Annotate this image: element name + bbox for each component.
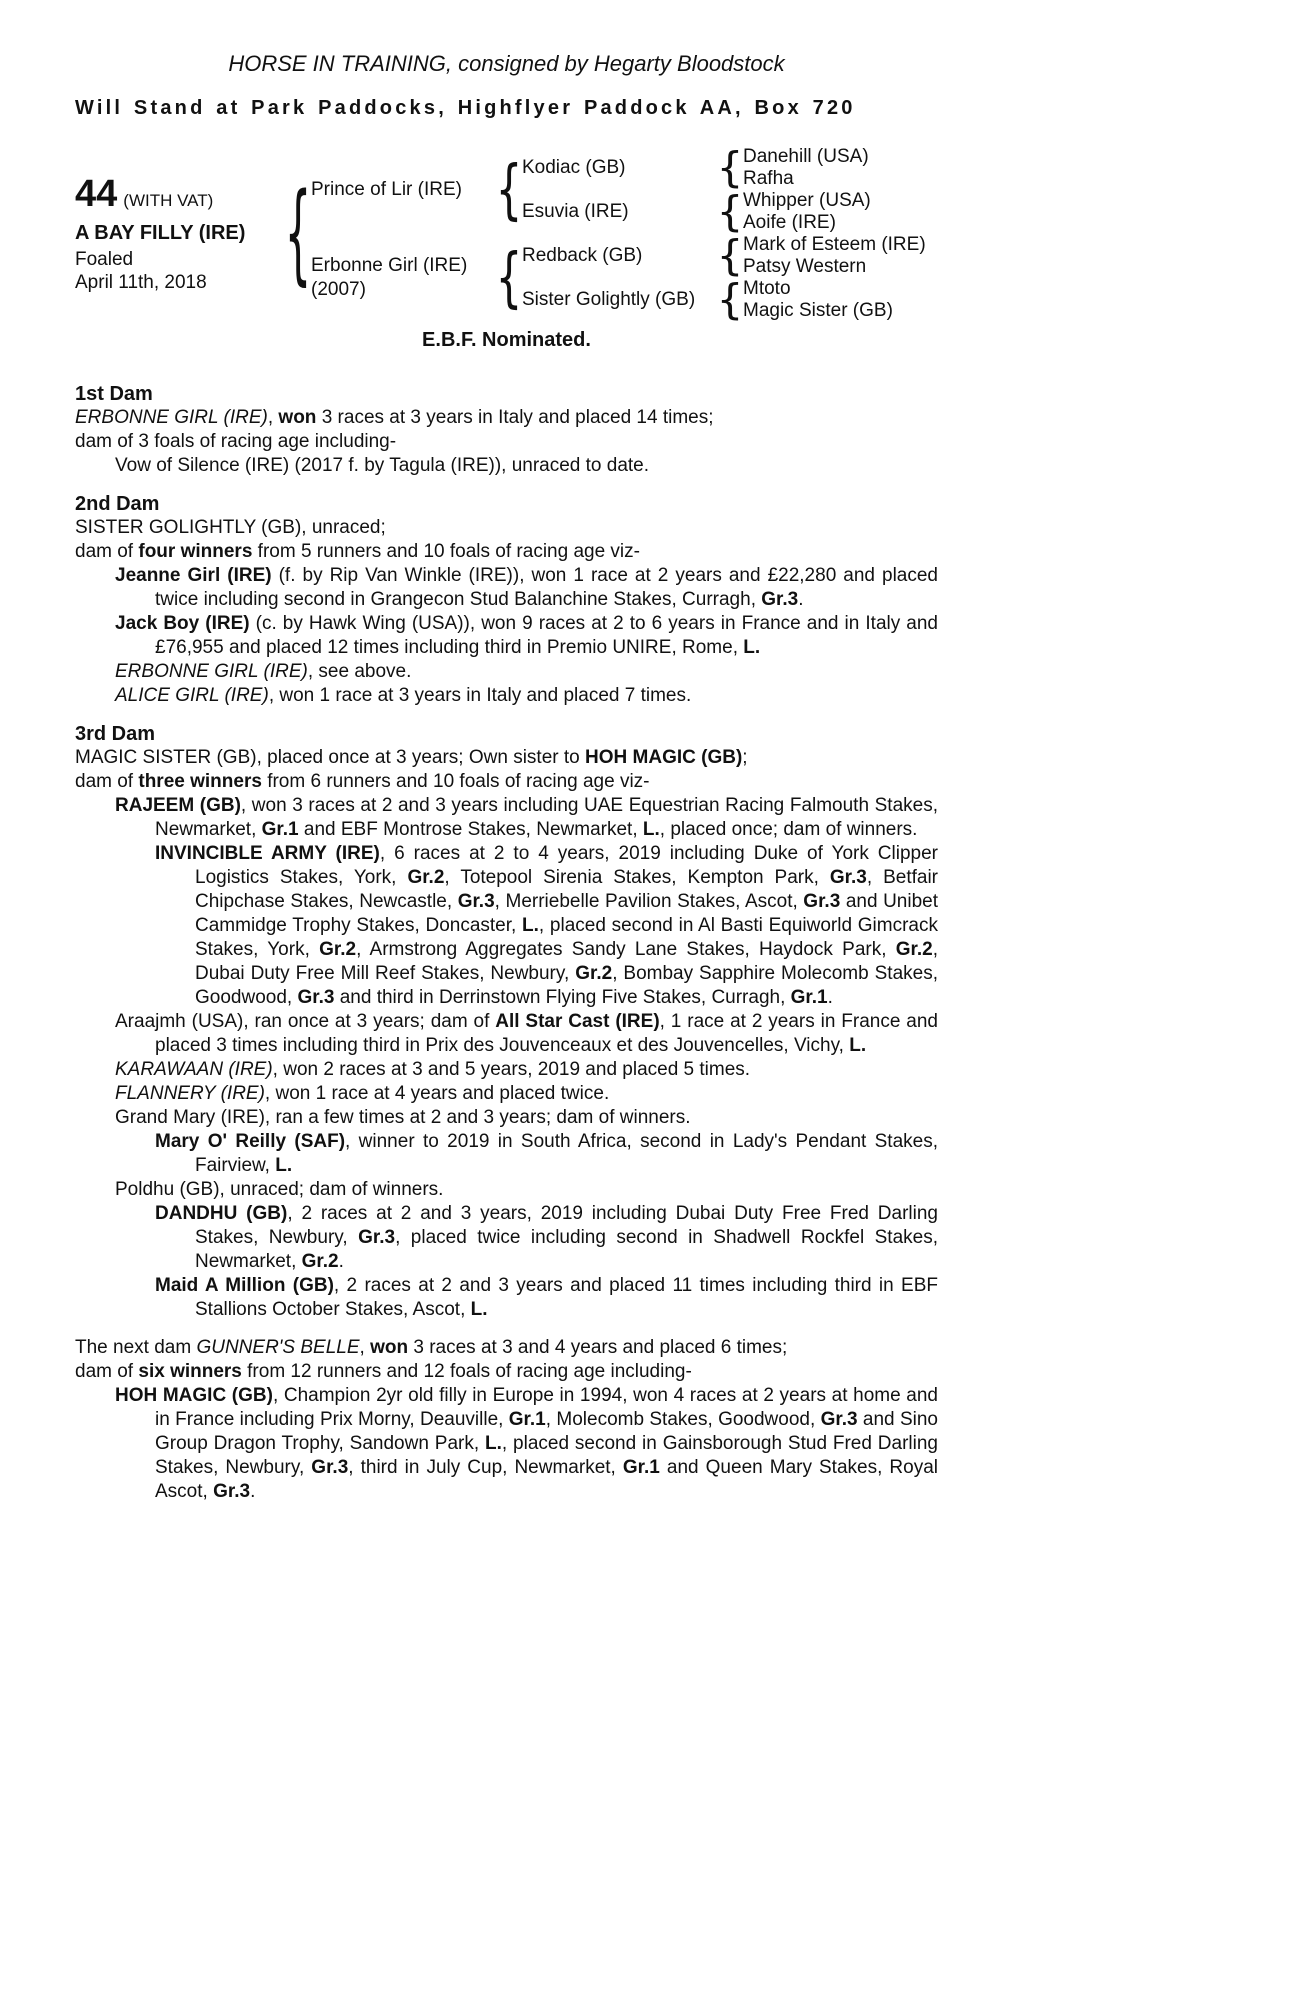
- brace-icon: {: [716, 187, 744, 236]
- catalog-paragraph: [75, 516, 938, 540]
- emphasis-text: Gr.3: [829, 867, 867, 888]
- lot-number: 44: [75, 172, 118, 215]
- dam-family: [311, 231, 926, 324]
- emphasis-text: Gr.1: [622, 1457, 660, 1478]
- dam-brace: [495, 239, 523, 316]
- plain-text: and Queen Mary Stakes, Royal Ascot,: [155, 1457, 938, 1502]
- plain-text: from 12 runners and 12 foals of racing age including-: [241, 1361, 692, 1382]
- catalog-paragraph: [155, 1130, 938, 1178]
- emphasis-text: L.: [849, 1035, 867, 1056]
- emphasis-text: DANDHU (GB): [155, 1203, 288, 1224]
- emphasis-text: six winners: [138, 1361, 242, 1382]
- emphasis-text: L.: [275, 1155, 293, 1176]
- horse-name: A BAY FILLY (IRE): [75, 221, 246, 244]
- plain-text: .: [338, 1251, 344, 1272]
- emphasis-text: Maid A Million (GB): [155, 1275, 334, 1296]
- catalog-paragraph: [75, 540, 938, 564]
- plain-text: , won 1 race at 3 years in Italy and placed 7 times.: [268, 685, 692, 706]
- emphasis-text: won: [370, 1337, 409, 1358]
- pedigree-section: [75, 1336, 938, 1504]
- plain-text: Araajmh (USA), ran once at 3 years; dam of: [115, 1011, 496, 1032]
- catalog-paragraph: [115, 1384, 939, 1504]
- brace-icon: {: [716, 231, 744, 280]
- catalog-paragraph: [115, 1178, 938, 1202]
- emphasis-text: Gr.1: [261, 819, 299, 840]
- great-granddam: Patsy Western: [743, 256, 867, 277]
- plain-text: dam of: [75, 541, 139, 562]
- pedigree-parents: [311, 143, 926, 324]
- brace-icon: {: [495, 151, 523, 228]
- emphasis-text: ERBONNE GIRL (IRE): [115, 661, 308, 682]
- plain-text: and EBF Montrose Stakes, Newmarket,: [298, 819, 643, 840]
- foaled-label: Foaled: [75, 248, 134, 270]
- emphasis-text: KARAWAAN (IRE): [115, 1059, 273, 1080]
- emphasis-text: All Star Cast (IRE): [495, 1011, 660, 1032]
- dam-sire-brace: [716, 231, 744, 280]
- plain-text: , placed twice including second in Shadwell Rockfel Stakes, Newmarket,: [195, 1227, 938, 1272]
- great-grandsire: Whipper (USA): [743, 190, 871, 211]
- emphasis-text: Gr.2: [319, 939, 357, 960]
- emphasis-text: Gr.3: [358, 1227, 396, 1248]
- plain-text: ,: [359, 1337, 371, 1358]
- emphasis-text: Gr.1: [508, 1409, 546, 1430]
- dam-sire-row: [522, 231, 926, 280]
- catalog-paragraph: [115, 660, 938, 684]
- brace-icon: {: [284, 169, 312, 297]
- plain-text: Vow of Silence (IRE) (2017 f. by Tagula (IRE)), unraced to date.: [115, 455, 650, 476]
- emphasis-text: Gr.2: [407, 867, 445, 888]
- catalog-paragraph: [115, 454, 938, 478]
- catalog-paragraph: [115, 1106, 938, 1130]
- sire-dam-row: [522, 187, 871, 236]
- plain-text: SISTER GOLIGHTLY (GB), unraced;: [75, 517, 386, 538]
- catalog-paragraph: [75, 1360, 938, 1384]
- emphasis-text: Jack Boy (IRE): [115, 613, 250, 634]
- emphasis-text: Gr.3: [820, 1409, 858, 1430]
- plain-text: , Dubai Duty Free Mill Reef Stakes, Newbury,: [195, 939, 938, 984]
- plain-text: , 1 race at 2 years in France and placed 3 times including third in Prix des Jouvenceaux et des Jouvencelles, Vichy,: [155, 1011, 938, 1056]
- sire-dam-name: Esuvia (IRE): [522, 201, 629, 222]
- plain-text: .: [798, 589, 804, 610]
- section-heading: 2nd Dam: [75, 493, 160, 515]
- plain-text: from 6 runners and 10 foals of racing age viz-: [261, 771, 650, 792]
- plain-text: dam of 3 foals of racing age including-: [75, 431, 397, 452]
- lot-vat-note: (WITH VAT): [123, 190, 214, 210]
- emphasis-text: RAJEEM (GB): [115, 795, 241, 816]
- dam-name: Erbonne Girl (IRE): [311, 255, 468, 276]
- catalog-paragraph: [115, 1082, 938, 1106]
- sire-family: [311, 143, 926, 236]
- catalog-paragraph: [75, 1336, 938, 1360]
- sire-sire-brace: [716, 143, 744, 192]
- consignment-title: HORSE IN TRAINING, consigned by Hegarty Bloodstock: [228, 51, 785, 76]
- great-grandsire: Mtoto: [743, 278, 791, 299]
- catalog-paragraph: [115, 612, 938, 660]
- emphasis-text: L.: [470, 1299, 488, 1320]
- plain-text: , Armstrong Aggregates Sandy Lane Stakes, Haydock Park,: [356, 939, 896, 960]
- great-grandsire: Danehill (USA): [743, 146, 869, 167]
- emphasis-text: HOH MAGIC (GB): [585, 747, 743, 768]
- pedigree-chart: [75, 143, 938, 324]
- plain-text: from 5 runners and 10 foals of racing age viz-: [252, 541, 640, 562]
- plain-text: , Totepool Sirenia Stakes, Kempton Park,: [444, 867, 830, 888]
- plain-text: , Bombay Sapphire Molecomb Stakes, Goodwood,: [195, 963, 938, 1008]
- plain-text: Poldhu (GB), unraced; dam of winners.: [115, 1179, 444, 1200]
- plain-text: dam of: [75, 771, 139, 792]
- plain-text: ,: [267, 407, 279, 428]
- plain-text: .: [250, 1481, 256, 1502]
- plain-text: , placed second in Gainsborough Stud Fred Darling Stakes, Newbury,: [155, 1433, 939, 1478]
- dam-dam-brace: [716, 275, 744, 324]
- catalog-text: [75, 382, 938, 1504]
- emphasis-text: L.: [642, 819, 660, 840]
- sire-dam-brace: [716, 187, 744, 236]
- ebf-nominated: E.B.F. Nominated.: [422, 329, 591, 351]
- brace-icon: {: [716, 143, 744, 192]
- sire-name-block: [311, 178, 496, 202]
- plain-text: , Champion 2yr old filly in Europe in 1994, won 4 races at 2 years at home and in France including Prix Morny, Deauville,: [155, 1385, 938, 1430]
- emphasis-text: Jeanne Girl (IRE): [115, 565, 272, 586]
- plain-text: , see above.: [307, 661, 412, 682]
- plain-text: The next dam: [75, 1337, 197, 1358]
- plain-text: dam of: [75, 1361, 139, 1382]
- pedigree-section: [75, 492, 938, 708]
- catalog-paragraph: [155, 842, 938, 1010]
- catalog-paragraph: [75, 430, 938, 454]
- plain-text: , placed second in Al Basti Equiworld Gimcrack Stakes, York,: [195, 915, 938, 960]
- dam-year: (2007): [311, 279, 366, 300]
- plain-text: , Betfair Chipchase Stakes, Newcastle,: [195, 867, 938, 912]
- plain-text: and third in Derrinstown Flying Five Stakes, Curragh,: [334, 987, 791, 1008]
- plain-text: Grand Mary (IRE), ran a few times at 2 and 3 years; dam of winners.: [115, 1107, 691, 1128]
- great-granddam: Rafha: [743, 168, 794, 189]
- plain-text: (c. by Hawk Wing (USA)), won 9 races at 2 to 6 years in France and in Italy and £76,955 and placed 12 times including third in Premio UNIRE, Rome,: [155, 613, 938, 658]
- emphasis-text: FLANNERY (IRE): [115, 1083, 265, 1104]
- emphasis-text: Gr.3: [457, 891, 495, 912]
- pedigree-section: [75, 722, 938, 1322]
- emphasis-text: L.: [485, 1433, 502, 1454]
- dam-dam-name: Sister Golightly (GB): [522, 289, 696, 310]
- great-grandsire: Mark of Esteem (IRE): [743, 234, 926, 255]
- plain-text: and Unibet Cammidge Trophy Stakes, Doncaster,: [195, 891, 938, 936]
- emphasis-text: Gr.3: [213, 1481, 251, 1502]
- plain-text: (f. by Rip Van Winkle (IRE)), won 1 race at 2 years and £22,280 and placed twice including second in Grangecon Stud Balanchine Stakes, Curragh,: [155, 565, 938, 610]
- emphasis-text: Gr.2: [301, 1251, 339, 1272]
- plain-text: , won 2 races at 3 and 5 years, 2019 and placed 5 times.: [272, 1059, 751, 1080]
- section-heading: 1st Dam: [75, 383, 153, 405]
- plain-text: , Merriebelle Pavilion Stakes, Ascot,: [494, 891, 804, 912]
- sire-name: Prince of Lir (IRE): [311, 179, 462, 200]
- pedigree-section: [75, 382, 938, 478]
- emphasis-text: four winners: [138, 541, 253, 562]
- great-granddam: Magic Sister (GB): [743, 300, 893, 321]
- plain-text: , won 1 race at 4 years and placed twice.: [264, 1083, 610, 1104]
- plain-text: .: [827, 987, 833, 1008]
- emphasis-text: Gr.3: [761, 589, 799, 610]
- catalog-paragraph: [155, 1202, 939, 1274]
- emphasis-text: INVINCIBLE ARMY (IRE): [155, 843, 380, 864]
- emphasis-text: three winners: [138, 771, 262, 792]
- plain-text: , winner to 2019 in South Africa, second in Lady's Pendant Stakes, Fairview,: [195, 1131, 938, 1176]
- sire-sire-name: Kodiac (GB): [522, 157, 626, 178]
- dam-dam-row: [522, 275, 926, 324]
- emphasis-text: won: [278, 407, 317, 428]
- plain-text: , Molecomb Stakes, Goodwood,: [545, 1409, 821, 1430]
- catalog-paragraph: [115, 1010, 938, 1058]
- emphasis-text: Gr.1: [790, 987, 828, 1008]
- foaled-date: April 11th, 2018: [75, 271, 207, 293]
- emphasis-text: Gr.3: [803, 891, 841, 912]
- plain-text: , won 3 races at 2 and 3 years including UAE Equestrian Racing Falmouth Stakes, Newmarket,: [155, 795, 938, 840]
- dam-sire-name: Redback (GB): [522, 245, 643, 266]
- plain-text: , placed once; dam of winners.: [659, 819, 918, 840]
- plain-text: , third in July Cup, Newmarket,: [348, 1457, 623, 1478]
- sire-brace: [495, 151, 523, 228]
- plain-text: and Sino Group Dragon Trophy, Sandown Park,: [155, 1409, 938, 1454]
- plain-text: , 6 races at 2 to 4 years, 2019 including Duke of York Clipper Logistics Stakes, York,: [195, 843, 938, 888]
- catalog-paragraph: [75, 770, 938, 794]
- lot-info: [75, 172, 285, 294]
- stand-location: Will Stand at Park Paddocks, Highflyer Paddock AA, Box 720: [75, 97, 856, 119]
- emphasis-text: L.: [743, 637, 761, 658]
- emphasis-text: Gr.2: [575, 963, 613, 984]
- emphasis-text: ALICE GIRL (IRE): [115, 685, 269, 706]
- catalog-paragraph: [115, 1058, 938, 1082]
- plain-text: MAGIC SISTER (GB), placed once at 3 years; Own sister to: [75, 747, 586, 768]
- catalog-paragraph: [115, 684, 938, 708]
- sire-sire-row: [522, 143, 871, 192]
- catalog-paragraph: [75, 406, 938, 430]
- catalog-paragraph: [75, 746, 938, 770]
- emphasis-text: Gr.3: [311, 1457, 349, 1478]
- plain-text: , 2 races at 2 and 3 years and placed 11 times including third in EBF Stallions October Stakes, Ascot,: [195, 1275, 938, 1320]
- emphasis-text: ERBONNE GIRL (IRE): [75, 407, 268, 428]
- plain-text: ;: [742, 747, 748, 768]
- brace-icon: {: [716, 275, 744, 324]
- brace-icon: {: [495, 239, 523, 316]
- section-heading: 3rd Dam: [75, 723, 156, 745]
- plain-text: 3 races at 3 years in Italy and placed 14 times;: [316, 407, 714, 428]
- emphasis-text: GUNNER'S BELLE: [196, 1337, 360, 1358]
- emphasis-text: Gr.3: [297, 987, 335, 1008]
- plain-text: 3 races at 3 and 4 years and placed 6 times;: [408, 1337, 788, 1358]
- emphasis-text: HOH MAGIC (GB): [115, 1385, 273, 1406]
- emphasis-text: Gr.2: [895, 939, 933, 960]
- catalog-paragraph: [115, 794, 938, 842]
- catalog-paragraph: [115, 564, 938, 612]
- emphasis-text: Mary O' Reilly (SAF): [155, 1131, 346, 1152]
- pedigree-root-brace: [284, 169, 312, 297]
- plain-text: , 2 races at 2 and 3 years, 2019 including Dubai Duty Free Fred Darling Stakes, Newbury,: [195, 1203, 939, 1248]
- dam-name-block: [311, 254, 496, 302]
- catalog-paragraph: [155, 1274, 938, 1322]
- great-granddam: Aoife (IRE): [743, 212, 836, 233]
- emphasis-text: L.: [522, 915, 539, 936]
